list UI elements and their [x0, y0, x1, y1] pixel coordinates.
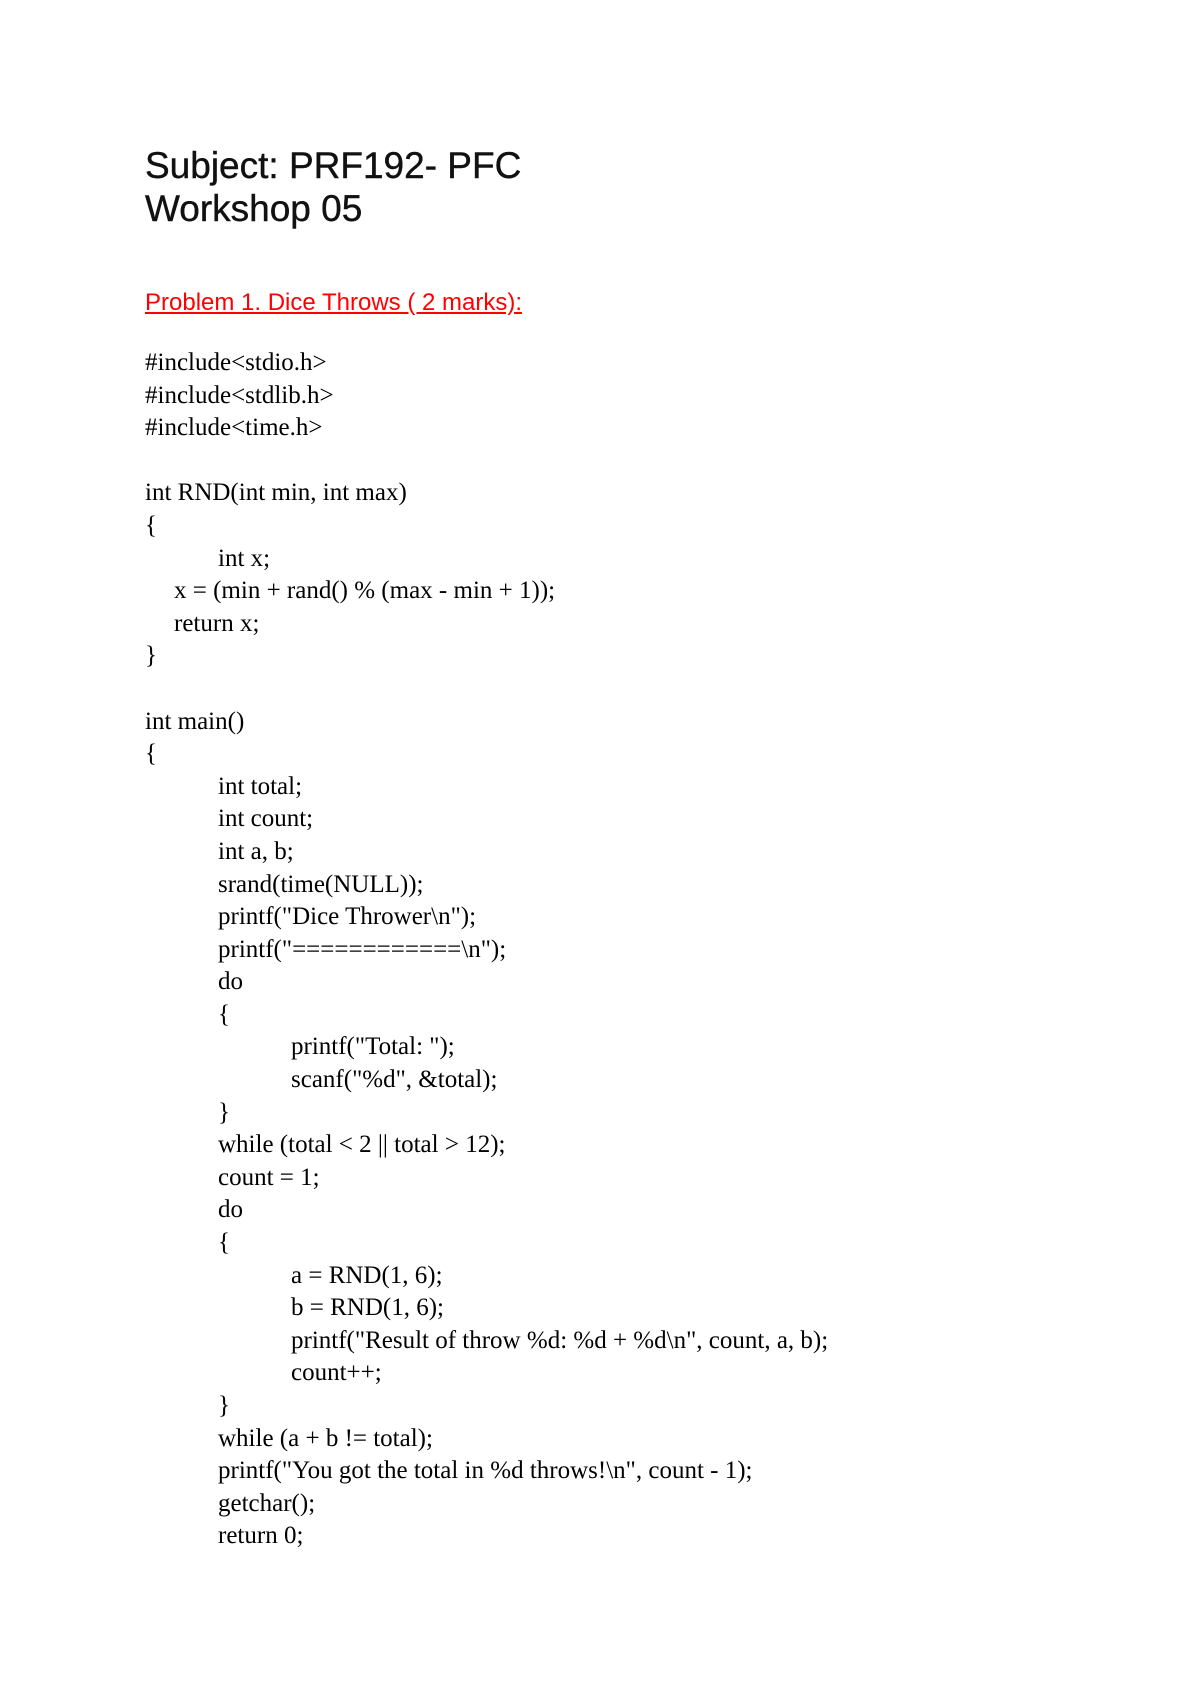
- code-line: b = RND(1, 6);: [291, 1294, 444, 1322]
- code-line: printf("Total: ");: [291, 1033, 455, 1061]
- code-line: getchar();: [218, 1489, 316, 1517]
- code-line: int a, b;: [218, 837, 294, 865]
- code-line: int total;: [218, 772, 303, 800]
- code-line: do: [218, 968, 243, 996]
- subject-title: Subject: PRF192- PFC: [145, 145, 522, 186]
- code-line: printf("============\n");: [218, 935, 507, 963]
- code-line: {: [218, 1000, 230, 1028]
- code-line: while (a + b != total);: [218, 1424, 433, 1452]
- code-line: }: [218, 1098, 230, 1126]
- code-line: do: [218, 1196, 243, 1224]
- code-line: int x;: [218, 544, 271, 572]
- code-line: count++;: [291, 1359, 382, 1387]
- code-line: }: [145, 642, 157, 670]
- code-line: int count;: [218, 805, 314, 833]
- code-line: return x;: [174, 609, 260, 637]
- code-line: }: [218, 1392, 230, 1419]
- code-line: srand(time(NULL));: [218, 870, 424, 898]
- code-line: return 0;: [218, 1522, 304, 1550]
- code-line: x = (min + rand() % (max - min + 1));: [174, 577, 556, 605]
- code-line: {: [145, 511, 157, 539]
- code-line: printf("You got the total in %d throws!\n", count - 1);: [218, 1457, 753, 1485]
- workshop-title: Workshop 05: [145, 188, 363, 229]
- code-line: int main(): [145, 707, 245, 735]
- code-line: printf("Dice Thrower\n");: [218, 903, 477, 931]
- code-line: {: [218, 1229, 230, 1257]
- code-line: #include<stdlib.h>: [145, 381, 334, 409]
- code-listing: [145, 347, 828, 1553]
- code-line: {: [145, 740, 157, 768]
- code-line: #include<time.h>: [145, 414, 323, 442]
- code-line: printf("Result of throw %d: %d + %d\n", count, a, b);: [291, 1326, 829, 1354]
- code-line: [145, 673, 828, 706]
- code-line: count = 1;: [218, 1163, 320, 1191]
- code-line: #include<stdio.h>: [145, 349, 327, 376]
- code-line: a = RND(1, 6);: [291, 1261, 443, 1289]
- problem-1-heading: Problem 1. Dice Throws ( 2 marks):: [145, 289, 522, 316]
- code-line: int RND(int min, int max): [145, 479, 407, 507]
- document-header: [145, 144, 521, 230]
- code-line: while (total < 2 || total > 12);: [218, 1131, 506, 1159]
- code-line: scanf("%d", &total);: [291, 1066, 498, 1094]
- code-line: [145, 445, 828, 478]
